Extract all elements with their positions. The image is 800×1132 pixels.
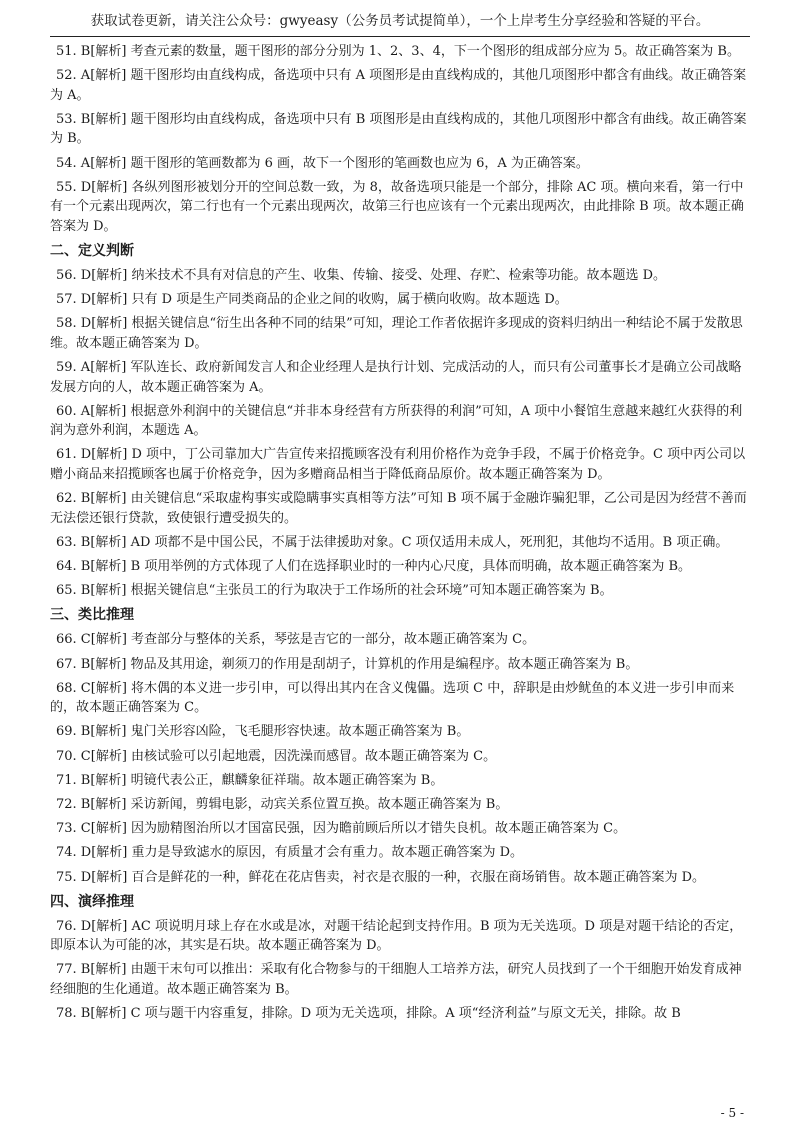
answer-item: 53. B[解析] 题干图形均由直线构成，备选项中只有 B 项图形是由直线构成的，其他几项图形中都含有曲线。故正确答案为 B。 bbox=[50, 111, 747, 147]
answer-item: 60. A[解析] 根据意外利润中的关键信息“并非本身经营有方所获得的利润”可知，A 项中小餐馆生意越来越红火获得的利润为意外利润，本题选 A。 bbox=[50, 403, 743, 439]
answer-item: 66. C[解析] 考查部分与整体的关系，琴弦是吉它的一部分，故本题正确答案为 C。 bbox=[56, 632, 536, 648]
answer-item: 69. B[解析] 鬼门关形容凶险，飞毛腿形容快速。故本题正确答案为 B。 bbox=[56, 724, 470, 740]
answer-item: 57. D[解析] 只有 D 项是生产同类商品的企业之间的收购，属于横向收购。故本题选 D。 bbox=[56, 292, 568, 308]
answer-item: 51. B[解析] 考查元素的数量，题干图形的部分分别为 1、2、3、4，下一个图形的组成部分应为 5。故正确答案为 B。 bbox=[56, 44, 740, 59]
answer-item: 64. B[解析] B 项用举例的方式体现了人们在选择职业时的一种内心尺度，具体而明确，故本题正确答案为 B。 bbox=[56, 558, 692, 574]
answer-item: 62. B[解析] 由关键信息“采取虚构事实或隐瞒事实真相等方法”可知 B 项不属于金融诈骗犯罪，乙公司是因为经营不善而无法偿还银行贷款，致使银行遭受损失的。 bbox=[50, 491, 747, 526]
answer-item: 61. D[解析] D 项中，丁公司靠加大广告宣传来招揽顾客没有利用价格作为竞争手段，不属于价格竞争。C 项中丙公司以赠小商品来招揽顾客也属于价格竞争，因为多赠商品相当于降低商品原价。故本题正确答案为 D。 bbox=[50, 447, 746, 482]
answer-item: 54. A[解析] 题干图形的笔画数都为 6 画，故下一个图形的笔画数也应为 6，A 为正确答案。 bbox=[56, 155, 589, 171]
answer-item: 78. B[解析] C 项与题干内容重复，排除。D 项为无关选项，排除。A 项“经济利益”与原文无关，排除。故 B bbox=[56, 1006, 681, 1022]
answer-item: 52. A[解析] 题干图形均由直线构成，备选项中只有 A 项图形是由直线构成的，其他几项图形中都含有曲线。故正确答案为 A。 bbox=[50, 68, 747, 103]
answer-item: 58. D[解析] 根据关键信息“衍生出各种不同的结果”可知，理论工作者依据许多现成的资料归纳出一种结论不属于发散思维。故本题正确答案为 D。 bbox=[50, 316, 743, 351]
page-footer bbox=[721, 1106, 744, 1120]
section-heading: 四、演绎推理 bbox=[50, 893, 134, 910]
answer-item: 76. D[解析] AC 项说明月球上存在水或是冰，对题干结论起到支持作用。B 项为无关选项。D 项是对题干结论的否定，即原本认为可能的冰，其实是石块。故本题正确答案为 D。 bbox=[50, 918, 743, 954]
answer-content bbox=[50, 42, 750, 1028]
section-heading: 二、定义判断 bbox=[50, 242, 134, 259]
answer-item: 59. A[解析] 军队连长、政府新闻发言人和企业经理人是执行计划、完成活动的人，而只有公司董事长才是确立公司战略发展方向的人，故本题正确答案为 A。 bbox=[50, 360, 742, 395]
answer-item: 72. B[解析] 采访新闻，剪辑电影，动宾关系位置互换。故本题正确答案为 B。 bbox=[56, 796, 509, 812]
answer-item: 70. C[解析] 由核试验可以引起地震，因洗澡而感冒。故本题正确答案为 C。 bbox=[56, 748, 497, 764]
section-heading: 三、类比推理 bbox=[50, 607, 134, 624]
header-notice: 获取试卷更新，请关注公众号：gwyeasy（公务员考试提简单），一个上岸考生分享经验和答疑的平台。 bbox=[90, 13, 710, 29]
answer-item: 77. B[解析] 由题干末句可以推出：采取有化合物参与的干细胞人工培养方法，研究人员找到了一个干细胞开始发育成神经细胞的生化通道。故本题正确答案为 B。 bbox=[50, 962, 742, 997]
header-divider bbox=[50, 36, 750, 37]
page-number: - 5 - bbox=[720, 1106, 744, 1120]
answer-item: 68. C[解析] 将木偶的本义进一步引申，可以得出其内在含义傀儡。选项 C 中，辞职是由炒鱿鱼的本义进一步引申而来的，故本题正确答案为 C。 bbox=[50, 680, 735, 716]
page-header bbox=[0, 6, 800, 36]
answer-item: 73. C[解析] 因为励精图治所以才国富民强，因为瞻前顾后所以才错失良机。故本题正确答案为 C。 bbox=[56, 821, 627, 837]
answer-item: 71. B[解析] 明镜代表公正，麒麟象征祥瑞。故本题正确答案为 B。 bbox=[56, 772, 444, 788]
answer-item: 65. B[解析] 根据关键信息“主张员工的行为取决于工作场所的社会环境”可知本题正确答案为 B。 bbox=[56, 583, 613, 599]
answer-item: 63. B[解析] AD 项都不是中国公民，不属于法律援助对象。C 项仅适用未成人，死刑犯，其他均不适用。B 项正确。 bbox=[56, 534, 729, 550]
answer-item: 67. B[解析] 物品及其用途，剃须刀的作用是刮胡子，计算机的作用是编程序。故本题正确答案为 B。 bbox=[56, 656, 639, 672]
answer-item: 74. D[解析] 重力是导致滤水的原因，有质量才会有重力。故本题正确答案为 D。 bbox=[56, 845, 524, 861]
answer-item: 55. D[解析] 各纵列图形被划分开的空间总数一致，为 8，故备选项只能是一个部分，排除 AC 项。横向来看，第一行中有一个元素出现两次，第二行也有一个元素出现两次，故第三行也应该有一个元素出现两次，由此排除 B 项。故本题正确答案为 D。 bbox=[50, 179, 744, 234]
answer-item: 56. D[解析] 纳米技术不具有对信息的产生、收集、传输、接受、处理、存贮、检索等功能。故本题选 D。 bbox=[56, 267, 667, 283]
answer-item: 75. D[解析] 百合是鲜花的一种，鲜花在花店售卖，衬衣是衣服的一种，衣服在商场销售。故本题正确答案为 D。 bbox=[56, 869, 706, 885]
